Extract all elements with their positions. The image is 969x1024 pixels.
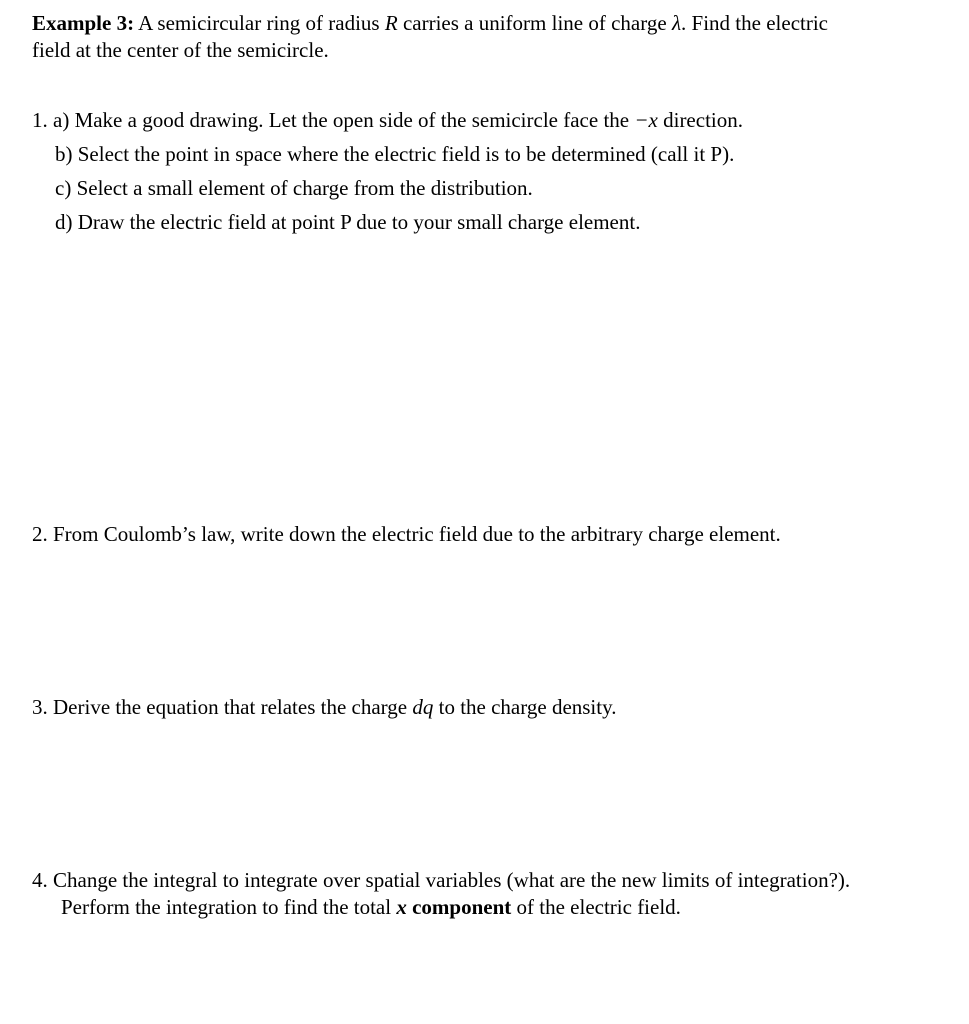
question-3-text [32,694,953,721]
example-intro-c: . Find the electric [681,11,828,35]
dq-variable: dq [412,695,434,719]
question-4-prefix: Perform the integration to find the total [61,895,397,919]
example-statement [32,10,953,64]
question-1a-suffix: direction. [657,108,743,132]
x-variable: x [396,895,407,919]
question-4-suffix: of the electric field. [511,895,681,919]
question-1a [32,107,953,134]
example-line-1 [32,10,953,37]
question-4-line-1: 4. Change the integral to integrate over spatial variables (what are the new limits of integration?). [32,868,851,892]
question-4 [32,867,953,921]
question-1 [32,107,953,236]
question-1d: d) Draw the electric field at point P due to your small charge element. [55,210,641,234]
question-3-prefix: 3. Derive the equation that relates the charge [32,695,413,719]
question-3-suffix: to the charge density. [433,695,617,719]
question-2 [32,521,953,548]
question-2-text: 2. From Coulomb’s law, write down the electric field due to the arbitrary charge element. [32,522,781,546]
component-word: component [406,895,512,919]
question-3 [32,694,953,721]
negative-x-variable: −x [634,108,658,132]
example-line-2: field at the center of the semicircle. [32,38,329,62]
radius-variable: R [384,11,398,35]
question-1b: b) Select the point in space where the electric field is to be determined (call it P). [55,142,735,166]
example-label: Example 3: [32,11,135,35]
example-intro-b: carries a uniform line of charge [397,11,672,35]
lambda-variable: λ [671,11,682,35]
question-1a-prefix: 1. a) Make a good drawing. Let the open side of the semicircle face the [32,108,635,132]
question-4-line-2 [32,894,953,921]
example-intro-a: A semicircular ring of radius [134,11,385,35]
question-1c: c) Select a small element of charge from the distribution. [55,176,533,200]
